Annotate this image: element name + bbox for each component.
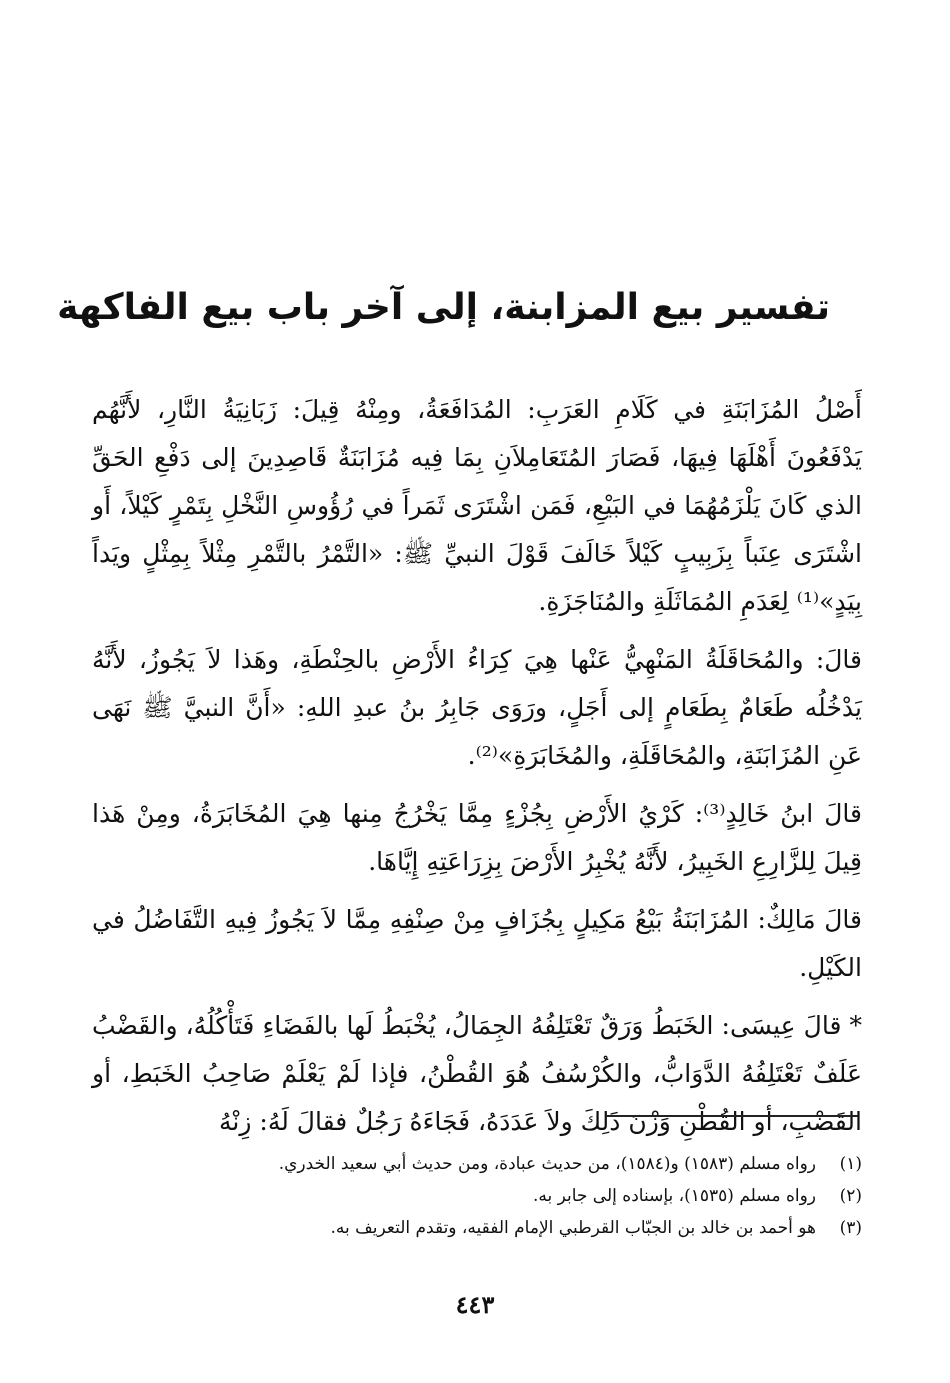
- footnotes: [120, 1148, 862, 1244]
- footnote-text: هو أحمد بن خالد بن الجبّاب القرطبي الإمام الفقيه، وتقدم التعريف به.: [330, 1218, 816, 1238]
- footnote-number: (١): [839, 1154, 862, 1174]
- paragraph: قالَ مَالِكٌ: المُزَابَنَةُ بَيْعُ مَكِيلٍ بِجُزَافٍ مِنْ صِنْفِهِ مِمَّا لاَ يَجُوزُ فِيهِ التَّفَاضُلُ في الكَيْلِ.: [92, 905, 862, 982]
- paragraph: قالَ: والمُحَاقَلَةُ المَنْهِيُّ عَنْها هِيَ كِرَاءُ الأَرْضِ بالحِنْطَةِ، وهَذا لاَ يَجُوزُ، لأَنَّهُ يَدْخُلُه طَعَامٌ بِطَعَامٍ إلى أَجَلٍ، ورَوَى جَابِرُ بنُ عبدِ اللهِ: «أَنَّ النبيَّ ﷺ نَهَى عَنِ المُزَابَنَةِ، والمُحَاقَلَةِ، والمُخَابَرَةِ»⁽²⁾.: [92, 645, 862, 770]
- paragraph: * قالَ عِيسَى: الخَبَطُ وَرَقٌ تَعْتَلِفُهُ الجِمَالُ، يُخْبَطُ لَها بالفَضَاءِ فَتَأْكُلُهُ، والقَضْبُ عَلَفٌ تَعْتَلِفُهُ الدَّوَابُّ، والكُرْسُفُ هُوَ القُطْنُ، فإذا لَمْ يَعْلَمْ صَاحِبُ الخَبَطِ، أو القَضْبِ، أو القُطْنِ وَزْنَ ذَلِكَ ولاَ عَدَدَهُ، فَجَاءَهُ رَجُلٌ فقالَ لَهُ: زِنْهُ: [92, 1011, 862, 1136]
- paragraph: أَصْلُ المُزَابَنَةِ في كَلَامِ العَرَبِ: المُدَافَعَةُ، ومِنْهُ قِيلَ: زَبَانِيَةُ النَّارِ، لأَنَّهُم يَدْفَعُونَ أَهْلَهَا فِيهَا، فَصَارَ المُتَعَامِلاَنِ بِمَا فِيه مُزَابَنَةٌ قَاصِدِينَ إلى دَفْعِ الحَقِّ الذي كَانَ يَلْزَمُهُمَا في البَيْعِ، فَمَن اشْتَرَى ثَمَراً في رُؤُوسِ النَّخْلِ بِتَمْرٍ كَيْلاً، أَو اشْتَرَى عِنَباً بِزَبِيبٍ كَيْلاً خَالَفَ قَوْلَ النبيِّ ﷺ: «التَّمْرُ بالتَّمْرِ مِثْلاً بِمِثْلٍ ويَداً بِيَدٍ»⁽¹⁾ لِعَدَمِ المُمَاثَلَةِ والمُنَاجَزَةِ.: [92, 395, 862, 616]
- footnote-item: [120, 1180, 862, 1212]
- main-text: [92, 386, 862, 1156]
- footnote-item: [120, 1148, 862, 1180]
- footnote-text: رواه مسلم (١٥٣٥)، بإسناده إلى جابر به.: [532, 1186, 816, 1206]
- paragraph: قالَ ابنُ خَالِدٍ⁽³⁾: كَرْيُ الأَرْضِ بِجُزْءٍ مِمَّا يَخْرُجُ مِنها هِيَ المُخَابَرَةُ، ومِنْ هَذا قِيلَ لِلزَّارِعِ الخَبِيرُ، لأَنَّهُ يُخْبِرُ الأَرْضَ بِزِرَاعَتِهِ إِيَّاهَا.: [92, 799, 863, 876]
- footnote-text: رواه مسلم (١٥٨٣) و(١٥٨٤)، من حديث عبادة، ومن حديث أبي سعيد الخدري.: [278, 1154, 816, 1174]
- page-number: ٤٤٣: [455, 1290, 495, 1319]
- footnote-separator: [606, 1115, 858, 1117]
- footnote-item: [120, 1212, 862, 1244]
- chapter-title: تفسير بيع المزابنة، إلى آخر باب بيع الفاكهة: [57, 287, 830, 328]
- footnote-number: (٢): [839, 1186, 862, 1206]
- footnote-number: (٣): [839, 1218, 862, 1238]
